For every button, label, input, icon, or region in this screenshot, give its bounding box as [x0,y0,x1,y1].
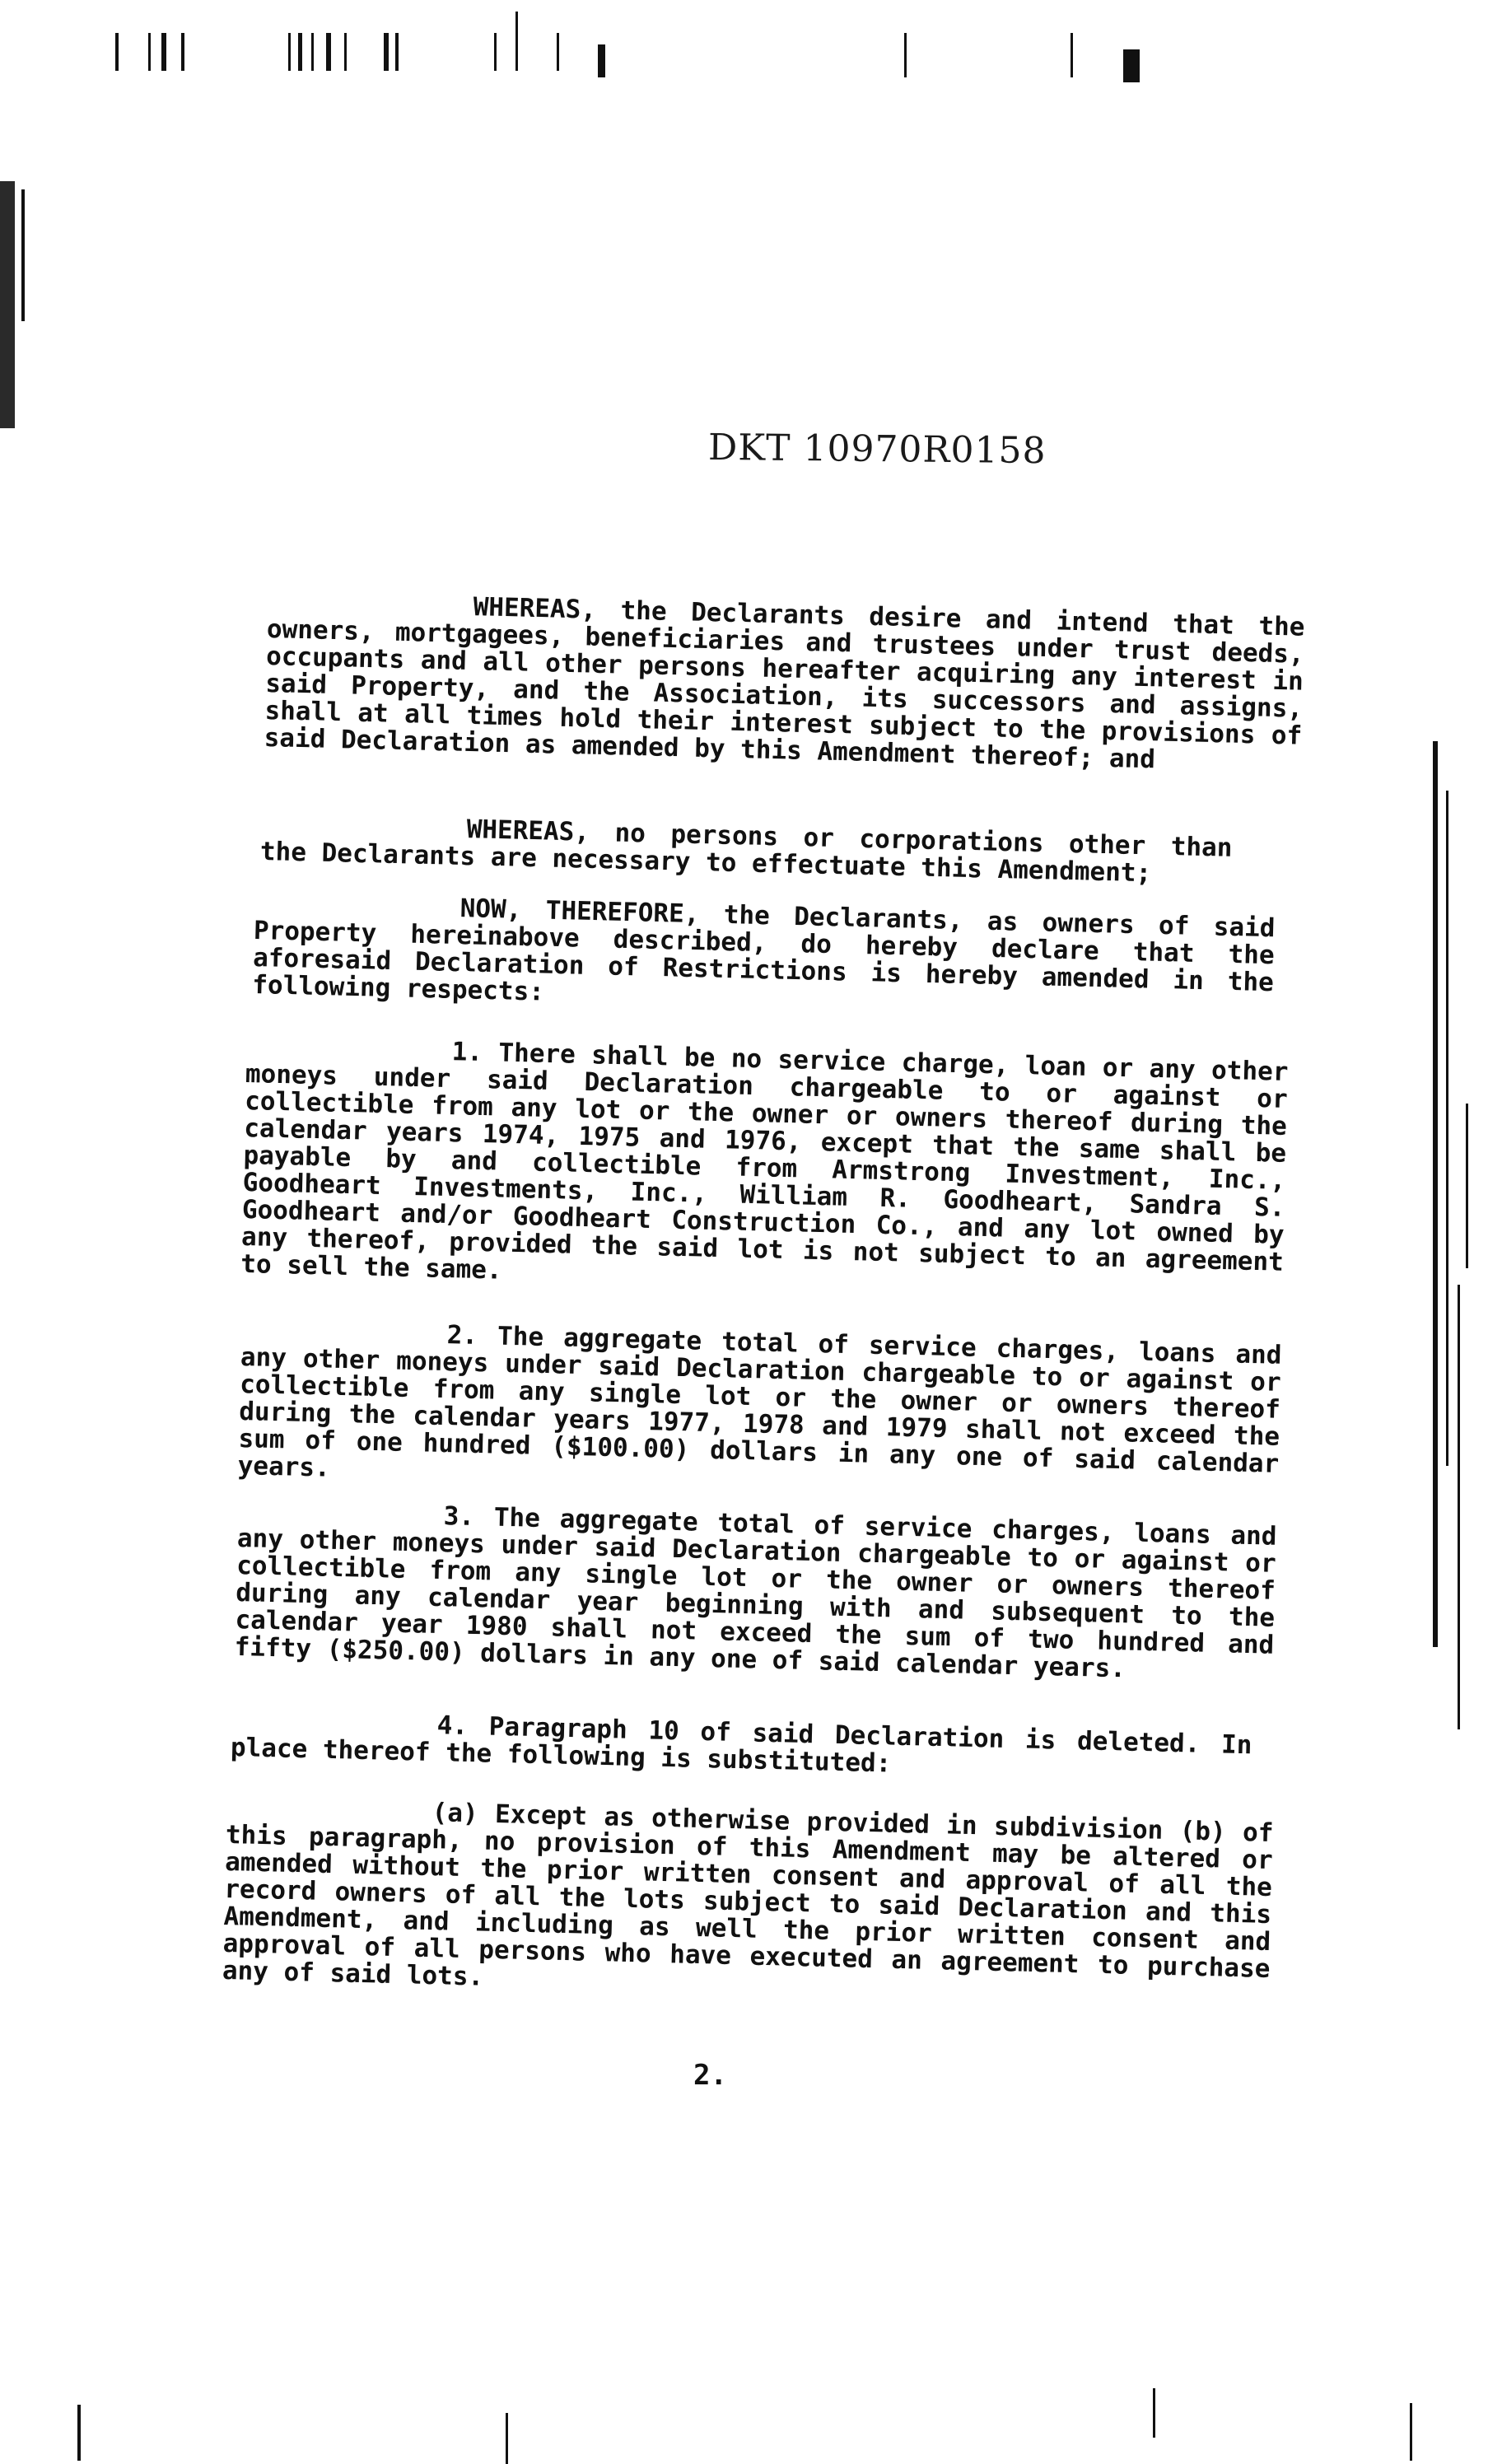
paragraph-item-1 [240,1006,1289,1331]
scan-artifact [298,33,302,71]
scan-artifact [115,33,119,71]
scan-artifact [384,33,389,71]
scan-artifact [77,2405,81,2461]
paragraph-text: 1. There shall be no service charge, loan or any other moneys under said Declaration chargeable to or against or collectible from any lot or the owner or owners thereof during the calendar years 1974, 1975 and 1976, except that the same shall be payable by and collectible from Armstrong Investment, Inc., Goodheart Investments, Inc., William R. Goodheart, Sandra S. Goodheart and/or Goodheart Construction Co., and any lot owned by any thereof, provided the said lot is not subject to an agreement to sell the same. [240,1037,1289,1286]
scan-artifact [506,2413,508,2464]
scan-artifact [1153,2388,1155,2438]
paragraph-text: WHEREAS, the Declarants desire and intend that the owners, mortgagees, beneficiaries and trustees under trust deeds, occupants and all other persons hereafter acquiring any interest in said Property, and the Association, its successors and assigns, shall at all times hold their interest subject to the provisions of said Declaration as amended by this Amendment thereof; and [264,592,1305,775]
scan-artifact [161,33,166,71]
scan-artifact [1466,1104,1468,1268]
scan-artifact [515,12,518,71]
scan-artifact [311,33,314,71]
paragraph-text: 4. Paragraph 10 of said Declaration is deleted. In place thereof the following is substituted: [230,1710,1252,1779]
scan-artifact [0,181,15,428]
paragraph-text: NOW, THEREFORE, the Declarants, as owners of said Property hereinabove described, do hereby declare that the aforesaid Declaration of Restrictions is hereby amended in the following respects: [251,894,1276,1007]
scan-artifact [344,33,347,71]
scan-artifact [494,33,497,71]
paragraph-text: 3. The aggregate total of service charges, loans and any other moneys under said Declaration chargeable to or against or collectible from any single lot or the owner or owners thereof during any calendar year beginning with and subsequent to the calendar year 1980 shall not exceed the sum of two hundred and fifty ($250.00) dollars in any one of said calendar years. [234,1501,1277,1684]
paragraph-text: (a) Except as otherwise provided in subdivision (b) of this paragraph, no provision of this Amendment may be altered or amended without the prior written consent and approval of all the record owners of all the lots subject to said Declaration and this Amendment, and including as well the prior written consent and approval of all persons who have executed an agreement to purchase any of said lots. [222,1798,1274,1992]
scan-artifact [1446,791,1448,1466]
scan-artifact [21,189,25,321]
paragraph-item-3 [234,1471,1278,1714]
paragraph-sub-a [222,1767,1275,2037]
scan-artifact [288,33,291,71]
scan-artifact [1071,33,1073,77]
scan-artifact [181,33,184,71]
scan-artifact [557,33,559,71]
scan-artifact [1410,2403,1412,2461]
scan-artifact [148,33,151,71]
document-number: DKT 10970R0158 [707,426,1047,473]
scan-artifact [598,44,605,77]
paragraph-whereas-1 [264,562,1306,805]
scan-artifact [904,33,907,77]
scan-artifact [1123,49,1140,82]
scan-artifact [1433,741,1438,1647]
scan-artifact [326,33,331,71]
paragraph-text: 2. The aggregate total of service charges, loans and any other moneys under said Declaration chargeable to or against or collectible from any single lot or the owner or owners thereof during the calendar years 1977, 1978 and 1979 shall not exceed the sum of one hundred ($100.00) dollars in any one of said calendar years. [237,1320,1282,1483]
page-number: 2. [693,2059,727,2092]
paragraph-text: WHEREAS, no persons or corporations other than the Declarants are necessary to effectuate this Amendment; [259,814,1233,889]
scan-artifact [395,33,399,71]
scan-artifact [1458,1285,1460,1729]
